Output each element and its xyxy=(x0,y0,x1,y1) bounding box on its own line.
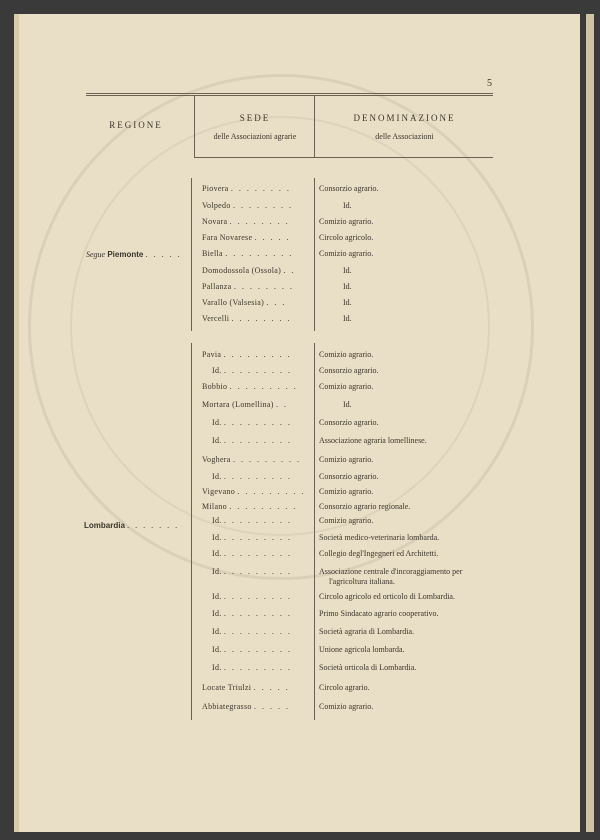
sede-name: Bobbio xyxy=(202,382,228,391)
sede-cell xyxy=(202,217,290,226)
sede-cell xyxy=(212,533,292,542)
table-row xyxy=(0,702,600,716)
sede-name: Vercelli xyxy=(202,314,230,323)
sede-cell xyxy=(202,298,286,307)
table-row xyxy=(0,201,600,215)
sede-leader-dots: . . . . . . . . . xyxy=(223,350,292,359)
header-top-rule xyxy=(86,93,493,94)
table-row xyxy=(0,502,600,516)
sede-cell xyxy=(212,418,292,427)
region-name: Piemonte xyxy=(107,250,144,259)
sede-name: Pavia xyxy=(202,350,222,359)
sede-leader-dots: . . . . . xyxy=(254,233,291,242)
sede-cell xyxy=(212,609,292,618)
denominazione-cell: Società orticola di Lombardia. xyxy=(319,663,417,672)
sede-leader-dots: . . xyxy=(283,266,296,275)
header-sede-subtitle: delle Associazioni agrarie xyxy=(213,132,297,141)
sede-name: Id. xyxy=(212,436,222,445)
sede-leader-dots: . . . . . . . . . xyxy=(223,567,292,576)
sede-cell xyxy=(212,645,292,654)
sede-cell xyxy=(202,502,297,511)
table-row xyxy=(0,567,600,586)
table-row xyxy=(0,627,600,641)
denominazione-cell: Collegio degl'Ingegneri ed Architetti. xyxy=(319,549,439,558)
table-row xyxy=(0,233,600,247)
sede-leader-dots: . . . . . . . . . xyxy=(223,366,292,375)
denominazione-cell: Comizio agrario. xyxy=(319,702,374,711)
column-separator-2 xyxy=(314,95,315,157)
sede-cell xyxy=(212,516,292,525)
denominazione-cell: Associazione centrale d'incoraggiamento per xyxy=(319,567,463,576)
sede-leader-dots: . . . . . . . . . xyxy=(223,516,292,525)
denominazione-cell: Circolo agricolo. xyxy=(319,233,374,242)
header-denominazione-title: DENOMINAZIONE xyxy=(353,113,456,123)
table-row xyxy=(0,382,600,396)
table-row xyxy=(0,436,600,450)
sede-cell xyxy=(202,266,295,275)
sede-cell xyxy=(202,382,298,391)
denominazione-cell: Consorzio agrario. xyxy=(319,366,379,375)
table-row xyxy=(0,366,600,380)
sede-name: Id. xyxy=(212,663,222,672)
sede-cell xyxy=(212,436,292,445)
sede-name: Abbiategrasso xyxy=(202,702,252,711)
sede-leader-dots: . . . . . . . . . xyxy=(223,609,292,618)
table-row xyxy=(0,418,600,432)
sede-leader-dots: . . . . . . . . xyxy=(229,217,290,226)
header-sede xyxy=(196,113,314,141)
sede-cell xyxy=(212,663,292,672)
table-row xyxy=(0,400,600,414)
table-row xyxy=(0,350,600,364)
sede-name: Locate Triulzi xyxy=(202,683,252,692)
sede-leader-dots: . . . . . . . . . xyxy=(223,472,292,481)
sede-leader-dots: . . . . . . . . . xyxy=(232,455,301,464)
sede-name: Id. xyxy=(212,627,222,636)
sede-name: Piovera xyxy=(202,184,229,193)
table-row xyxy=(0,314,600,328)
sede-name: Pallanza xyxy=(202,282,232,291)
page-number: 5 xyxy=(487,78,492,89)
sede-cell xyxy=(212,549,292,558)
sede-leader-dots: . . . . . . . . xyxy=(231,314,292,323)
region-prefix: Segue xyxy=(86,250,106,259)
sede-cell xyxy=(212,567,292,576)
sede-cell xyxy=(202,201,293,210)
denominazione-cell: Id. xyxy=(343,400,352,409)
table-row xyxy=(0,645,600,659)
sede-cell xyxy=(202,683,290,692)
sede-name: Id. xyxy=(212,366,222,375)
sede-cell xyxy=(202,702,290,711)
denominazione-cell: Associazione agraria lomellinese. xyxy=(319,436,427,445)
sede-leader-dots: . . xyxy=(276,400,288,409)
denominazione-cell: Comizio agrario. xyxy=(319,455,374,464)
sede-leader-dots: . . . . . . . . . xyxy=(229,502,298,511)
denominazione-cell: Comizio agrario. xyxy=(319,217,374,226)
denominazione-cell: Id. xyxy=(343,314,352,323)
table-row xyxy=(0,217,600,231)
denominazione-cell: Id. xyxy=(343,298,352,307)
table-row xyxy=(0,516,600,530)
sede-leader-dots: . . . . . . . . xyxy=(232,201,293,210)
sede-name: Id. xyxy=(212,592,222,601)
sede-leader-dots: . . . . . . . . . xyxy=(225,249,294,258)
sede-name: Novara xyxy=(202,217,228,226)
sede-name: Id. xyxy=(212,609,222,618)
sede-name: Biella xyxy=(202,249,223,258)
sede-cell xyxy=(212,627,292,636)
sede-leader-dots: . . . . . . . . . xyxy=(223,418,292,427)
header-sede-title: SEDE xyxy=(239,113,271,123)
sede-cell xyxy=(212,592,292,601)
sede-cell xyxy=(202,455,301,464)
table-row xyxy=(0,455,600,469)
table-row xyxy=(0,683,600,697)
header-bottom-rule xyxy=(194,157,493,158)
sede-name: Volpedo xyxy=(202,201,231,210)
sede-leader-dots: . . . . . . . . . xyxy=(237,487,306,496)
denominazione-cell: Consorzio agrario. xyxy=(319,418,379,427)
table-row xyxy=(0,282,600,296)
sede-leader-dots: . . . . . xyxy=(253,683,290,692)
sede-name: Milano xyxy=(202,502,227,511)
header-denominazione-subtitle: delle Associazioni xyxy=(375,132,434,141)
table-row xyxy=(0,533,600,547)
region-dots: . . . . . xyxy=(145,250,182,259)
sede-leader-dots: . . . . . . . . . xyxy=(223,436,292,445)
table-row xyxy=(0,592,600,606)
sede-leader-dots: . . . . . xyxy=(253,702,290,711)
sede-name: Id. xyxy=(212,645,222,654)
sede-leader-dots: . . . . . . . . . xyxy=(229,382,298,391)
table-row xyxy=(0,266,600,280)
table-row xyxy=(0,298,600,312)
header-denominazione xyxy=(316,113,493,141)
denominazione-cell: Società medico-veterinaria lombarda. xyxy=(319,533,440,542)
column-separator-1 xyxy=(194,95,195,157)
sede-cell xyxy=(202,487,305,496)
sede-name: Id. xyxy=(212,533,222,542)
region-name: Lombardia xyxy=(84,521,125,530)
sede-name: Id. xyxy=(212,418,222,427)
sede-name: Fara Novarese xyxy=(202,233,253,242)
header-top-rule-2 xyxy=(86,95,493,96)
sede-name: Id. xyxy=(212,472,222,481)
denominazione-cell: Comizio agrario. xyxy=(319,516,374,525)
denominazione-cell: Unione agricola lombarda. xyxy=(319,645,405,654)
region-dots: . . . . . . . xyxy=(127,521,180,530)
sede-name: Id. xyxy=(212,567,222,576)
sede-cell xyxy=(212,366,292,375)
denominazione-cell: Primo Sindacato agrario cooperativo. xyxy=(319,609,439,618)
table-row xyxy=(0,249,600,263)
denominazione-cell: Comizio agrario. xyxy=(319,249,374,258)
sede-leader-dots: . . . . . . . . . xyxy=(223,592,292,601)
sede-cell xyxy=(202,233,291,242)
denominazione-cell: Comizio agrario. xyxy=(319,382,374,391)
sede-name: Id. xyxy=(212,549,222,558)
sede-cell xyxy=(202,400,288,409)
sede-name: Varallo (Valsesia) xyxy=(202,298,265,307)
denominazione-cell: Id. xyxy=(343,201,352,210)
sede-leader-dots: . . . . . . . . . xyxy=(223,627,292,636)
sede-leader-dots: . . . . . . . . . xyxy=(223,549,292,558)
denominazione-cell: Consorzio agrario. xyxy=(319,472,379,481)
denominazione-cell: Comizio agrario. xyxy=(319,350,374,359)
sede-leader-dots: . . . . . . . . . xyxy=(223,533,292,542)
sede-leader-dots: . . . . . . . . xyxy=(230,184,291,193)
sede-cell xyxy=(202,249,293,258)
sede-cell xyxy=(202,282,294,291)
denominazione-cell: Id. xyxy=(343,266,352,275)
sede-name: Mortara (Lomellina) xyxy=(202,400,274,409)
sede-name: Id. xyxy=(212,516,222,525)
denominazione-cell: Id. xyxy=(343,282,352,291)
denominazione-cell: Consorzio agrario. xyxy=(319,184,379,193)
sede-cell xyxy=(202,314,292,323)
denominazione-cell: Comizio agrario. xyxy=(319,487,374,496)
sede-name: Voghera xyxy=(202,455,231,464)
sede-name: Vigevano xyxy=(202,487,236,496)
sede-cell xyxy=(202,184,291,193)
table-row xyxy=(0,472,600,486)
denominazione-cell-continued: l'agricoltura italiana. xyxy=(329,577,395,586)
denominazione-cell: Circolo agrario. xyxy=(319,683,370,692)
denominazione-cell: Società agraria di Lombardia. xyxy=(319,627,415,636)
sede-leader-dots: . . . . . . . . xyxy=(233,282,294,291)
table-row xyxy=(0,487,600,501)
table-row xyxy=(0,663,600,677)
sede-leader-dots: . . . . . . . . . xyxy=(223,645,292,654)
table-row xyxy=(0,609,600,623)
table-row xyxy=(0,549,600,563)
sede-cell xyxy=(202,350,292,359)
sede-name: Domodossola (Ossola) xyxy=(202,266,282,275)
sede-cell xyxy=(212,472,292,481)
sede-leader-dots: . . . . . . . . . xyxy=(223,663,292,672)
header-regione: REGIONE xyxy=(109,120,163,130)
table-row xyxy=(0,184,600,198)
denominazione-cell: Consorzio agrario regionale. xyxy=(319,502,411,511)
sede-leader-dots: . . . xyxy=(266,298,287,307)
denominazione-cell: Circolo agricolo ed orticolo di Lombardia. xyxy=(319,592,455,601)
